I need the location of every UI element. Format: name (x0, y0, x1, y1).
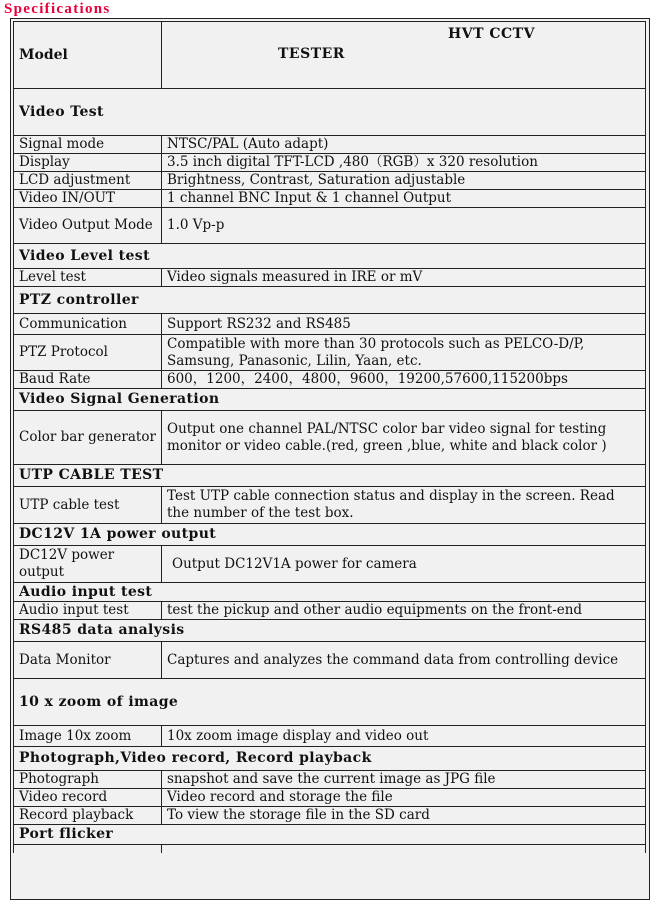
spec-key: Level test (14, 269, 162, 287)
table-row (14, 411, 646, 465)
spec-key: UTP cable test (14, 487, 162, 524)
spec-key: Image 10x zoom (14, 726, 162, 747)
table-row (14, 546, 646, 583)
spec-value: Support RS232 and RS485 (162, 314, 646, 335)
spec-key: Data Monitor (14, 642, 162, 679)
section-row (14, 825, 646, 845)
section-label: 10 x zoom of image (14, 679, 646, 726)
table-row (14, 269, 646, 287)
table-row (14, 789, 646, 807)
section-label: Video Test (14, 89, 646, 136)
spec-value: 1.0 Vp-p (162, 208, 646, 244)
spec-value: Test UTP cable connection status and display in the screen. Read the number of the test box. (162, 487, 646, 524)
spec-value: 1 channel BNC Input & 1 channel Output (162, 190, 646, 208)
spec-value: 10x zoom image display and video out (162, 726, 646, 747)
section-label: Audio input test (14, 583, 646, 602)
table-row (14, 335, 646, 371)
table-row (14, 807, 646, 825)
spec-value: Compatible with more than 30 protocols such as PELCO-D/P, Samsung, Panasonic, Lilin, Yaan, etc. (162, 335, 646, 371)
table-row (14, 208, 646, 244)
section-row (14, 620, 646, 642)
table-row (14, 602, 646, 620)
spec-value: 600，1200，2400，4800，9600，19200,57600,115200bps (162, 371, 646, 389)
spec-key: Color bar generator (14, 411, 162, 465)
spec-key: Signal mode (14, 136, 162, 154)
table-row (14, 642, 646, 679)
spec-key: Baud Rate (14, 371, 162, 389)
spec-value-empty (162, 845, 646, 854)
table-row (14, 314, 646, 335)
section-row (14, 287, 646, 314)
model-value-cell (162, 22, 646, 89)
spec-key: Video Output Mode (14, 208, 162, 244)
table-header-row (14, 22, 646, 89)
spec-key-empty (14, 845, 162, 854)
section-label: Photograph,Video record, Record playback (14, 747, 646, 771)
table-row (14, 190, 646, 208)
section-row (14, 89, 646, 136)
section-label: PTZ controller (14, 287, 646, 314)
section-row (14, 679, 646, 726)
table-row (14, 726, 646, 747)
spec-value: 3.5 inch digital TFT-LCD ,480（RGB）x 320 resolution (162, 154, 646, 172)
section-label: Video Signal Generation (14, 389, 646, 411)
spec-value: To view the storage file in the SD card (162, 807, 646, 825)
section-row (14, 244, 646, 269)
section-label: UTP CABLE TEST (14, 465, 646, 487)
brand-name: HVT CCTV (448, 26, 535, 42)
model-label: Model (14, 22, 162, 89)
spec-key: Video record (14, 789, 162, 807)
spec-key: Record playback (14, 807, 162, 825)
section-label: Port flicker (14, 825, 646, 845)
spec-value: Video signals measured in IRE or mV (162, 269, 646, 287)
spec-value: Output DC12V1A power for camera (162, 546, 646, 583)
table-row (14, 136, 646, 154)
table-row (14, 771, 646, 789)
section-row (14, 465, 646, 487)
table-row (14, 154, 646, 172)
spec-key: LCD adjustment (14, 172, 162, 190)
table-row (14, 371, 646, 389)
spec-key: PTZ Protocol (14, 335, 162, 371)
section-row (14, 389, 646, 411)
page-title: Specifications (4, 1, 111, 17)
spec-value: snapshot and save the current image as JPG file (162, 771, 646, 789)
spec-value: Video record and storage the file (162, 789, 646, 807)
spec-key: Display (14, 154, 162, 172)
section-row (14, 583, 646, 602)
section-label: RS485 data analysis (14, 620, 646, 642)
spec-key: Photograph (14, 771, 162, 789)
spec-key: Video IN/OUT (14, 190, 162, 208)
spec-key: Audio input test (14, 602, 162, 620)
spec-value: NTSC/PAL (Auto adapt) (162, 136, 646, 154)
spec-value: Brightness, Contrast, Saturation adjustable (162, 172, 646, 190)
section-row (14, 524, 646, 546)
spec-value: Captures and analyzes the command data from controlling device (162, 642, 646, 679)
spec-table (13, 21, 646, 853)
table-row (14, 845, 646, 854)
spec-value: Output one channel PAL/NTSC color bar video signal for testing monitor or video cable.(red, green ,blue, white and black color ) (162, 411, 646, 465)
section-label: Video Level test (14, 244, 646, 269)
spec-key: Communication (14, 314, 162, 335)
product-name: TESTER (278, 46, 345, 62)
section-label: DC12V 1A power output (14, 524, 646, 546)
table-row (14, 172, 646, 190)
spec-value: test the pickup and other audio equipments on the front-end (162, 602, 646, 620)
spec-key: DC12V power output (14, 546, 162, 583)
section-row (14, 747, 646, 771)
table-row (14, 487, 646, 524)
